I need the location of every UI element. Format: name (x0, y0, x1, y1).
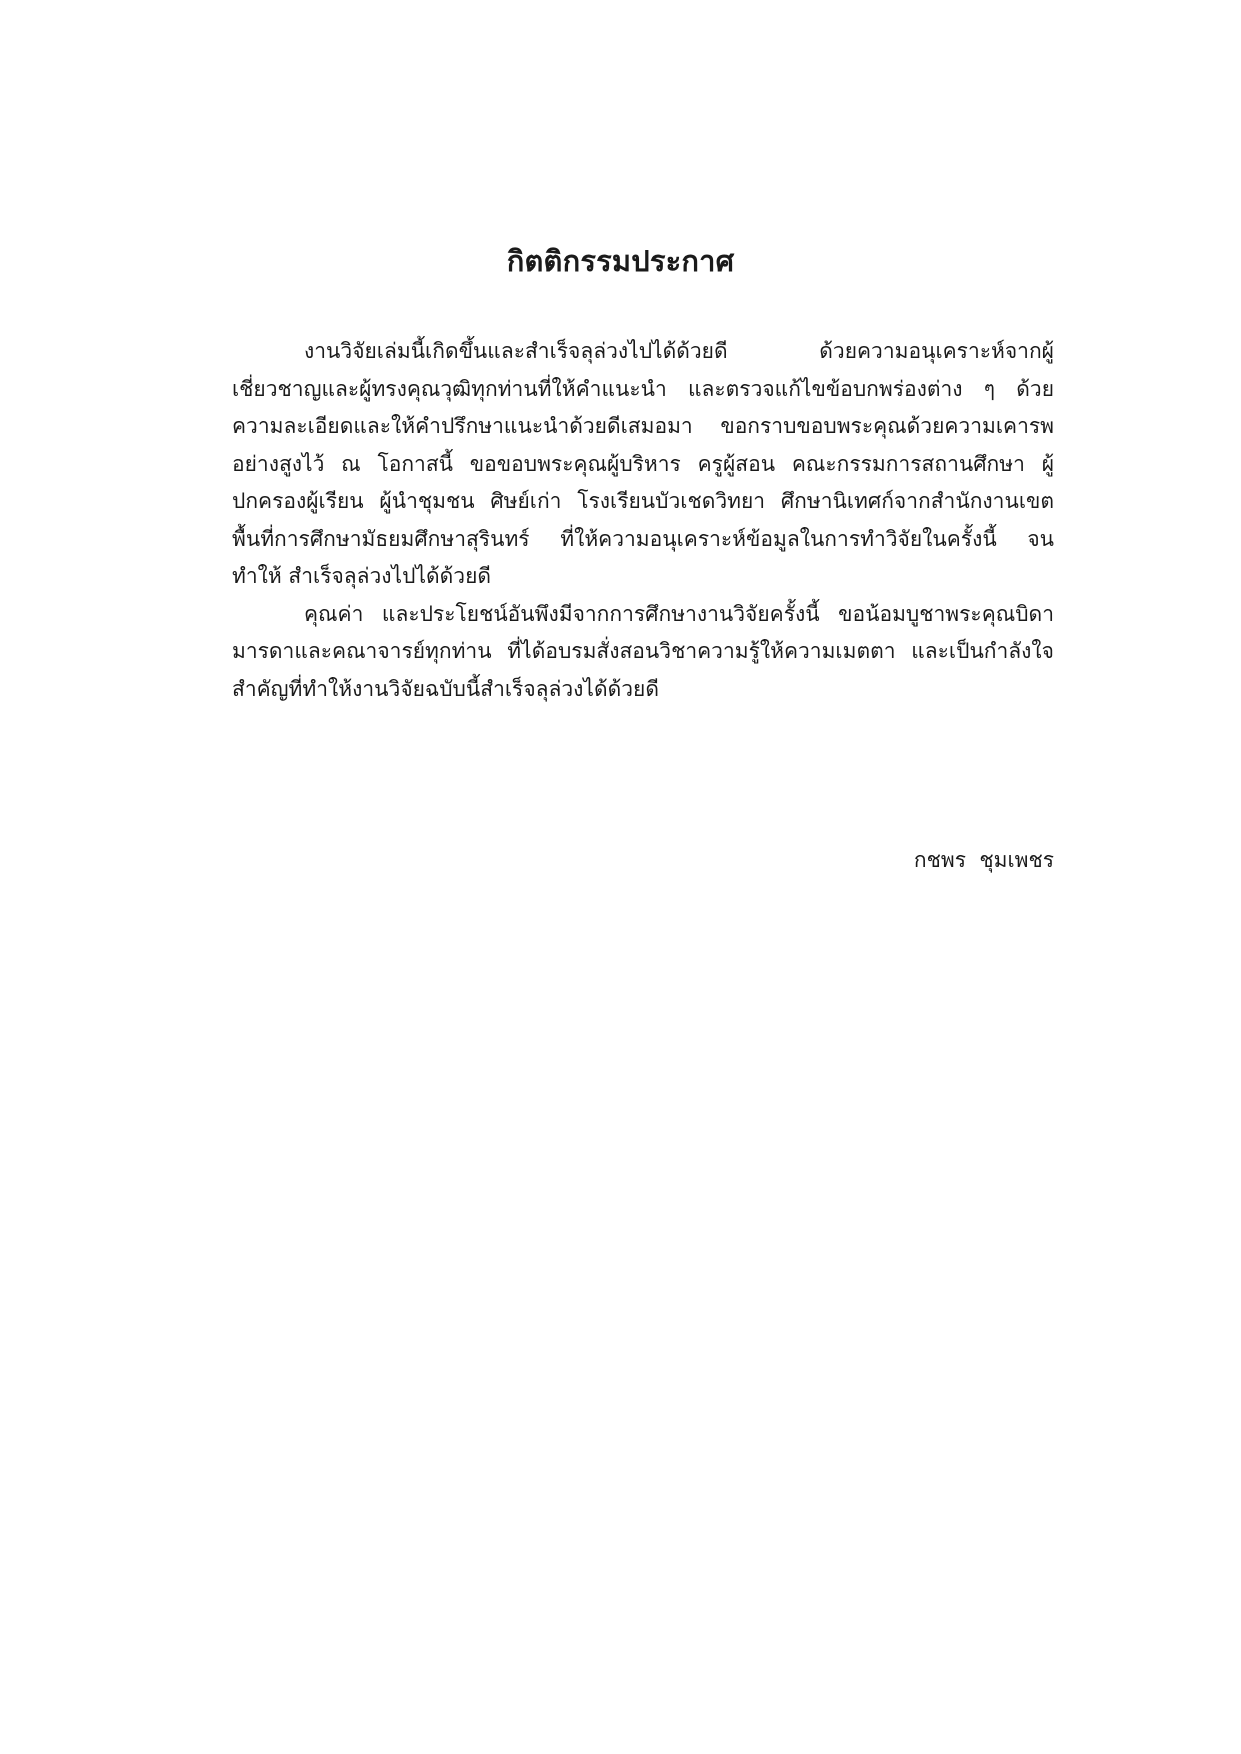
acknowledgement-body (232, 333, 1054, 708)
author-signature: กชพร ชุมเพชร (913, 848, 1054, 872)
paragraph-2: คุณค่า และประโยชน์อันพึงมีจากการศึกษางานวิจัยครั้งนี้ ขอน้อมบูชาพระคุณบิดามารดาและคณาจารย์ทุกท่าน ที่ได้อบรมสั่งสอนวิชาความรู้ให้ความเมตตา และเป็นกำลังใจสำคัญที่ทำให้งานวิจัยฉบับนี้สำเร็จลุล่วงได้ด้วยดี (232, 601, 1054, 701)
paragraph-1: งานวิจัยเล่มนี้เกิดขึ้นและสำเร็จลุล่วงไปได้ด้วยดี ด้วยความอนุเคราะห์จากผู้เชี่ยวชาญและผู้ทรงคุณวุฒิทุกท่านที่ให้คำแนะนำ และตรวจแก้ไขข้อบกพร่องต่าง ๆ ด้วยความละเอียดและให้คำปรึกษาแนะนำด้วยดีเสมอมา ขอกราบขอบพระคุณด้วยความเคารพอย่างสูงไว้ ณ โอกาสนี้ ขอขอบพระคุณผู้บริหาร ครูผู้สอน คณะกรรมการสถานศึกษา ผู้ปกครองผู้เรียน ผู้นำชุมชน ศิษย์เก่า โรงเรียนบัวเชดวิทยา ศึกษานิเทศก์จากสำนักงานเขตพื้นที่การศึกษามัธยมศึกษาสุรินทร์ ที่ให้ความอนุเคราะห์ข้อมูลในการทำวิจัยในครั้งนี้ จนทำให้ สำเร็จลุล่วงไปได้ด้วยดี (232, 339, 1054, 588)
page-title: กิตติกรรมประกาศ (506, 244, 735, 278)
